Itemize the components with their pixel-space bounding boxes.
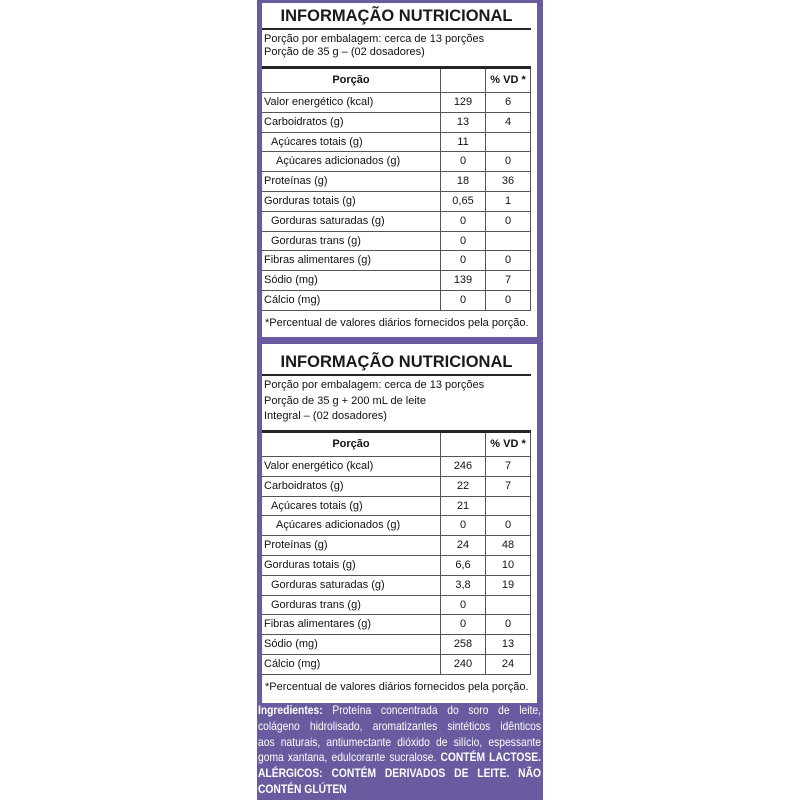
nutrient-daily-value: 0: [486, 251, 531, 270]
nutrient-label: Valor energético (kcal): [262, 93, 441, 112]
nutrient-label: Gorduras trans (g): [262, 232, 441, 251]
nutrient-label: Gorduras totais (g): [262, 556, 441, 575]
nutrient-amount: 0: [441, 152, 486, 171]
nutrient-daily-value: 7: [486, 271, 531, 290]
serving-info-line: Porção de 35 g + 200 mL de leite: [264, 394, 426, 407]
ingredients-text: Proteína concentrada do soro de leite,: [332, 703, 542, 717]
nutrient-daily-value: 0: [486, 212, 531, 231]
serving-info-line: Porção por embalagem: cerca de 13 porções: [264, 378, 485, 391]
nutrient-amount: 0: [441, 615, 486, 634]
nutrient-label: Sódio (mg): [262, 635, 441, 654]
nutrient-daily-value: 7: [486, 477, 531, 496]
ingredients-line: colágeno hidrolisado, aromatizantes sintéticos idênticos: [258, 718, 542, 733]
nutrient-label: Fibras alimentares (g): [262, 615, 441, 634]
header-daily-value: % VD *: [486, 433, 531, 456]
nutrient-amount: 129: [441, 93, 486, 112]
nutrient-amount: 240: [441, 655, 486, 674]
nutrient-amount: 258: [441, 635, 486, 654]
ingredients-line: [258, 750, 541, 766]
nutrient-row: [262, 477, 531, 497]
nutrient-amount: 0: [441, 596, 486, 615]
nutrient-daily-value: [486, 497, 531, 516]
nutrient-amount: 0: [441, 251, 486, 270]
table-title: INFORMAÇÃO NUTRICIONAL: [280, 7, 513, 25]
nutrient-amount: 0: [441, 516, 486, 535]
nutrient-daily-value: 1: [486, 192, 531, 211]
nutrient-row: [262, 251, 531, 271]
lactose-notice: CONTÉM LACTOSE.: [440, 750, 542, 765]
header-amount: [441, 433, 486, 456]
nutrient-row: [262, 232, 531, 252]
nutrient-amount: 22: [441, 477, 486, 496]
nutrient-label: Gorduras totais (g): [262, 192, 441, 211]
nutrient-row: [262, 556, 531, 576]
nutrient-row: [262, 655, 531, 675]
nutrient-amount: 0: [441, 212, 486, 231]
nutrient-amount: 11: [441, 133, 486, 152]
nutrient-label: Proteínas (g): [262, 172, 441, 191]
nutrient-daily-value: 24: [486, 655, 531, 674]
nutrient-label: Proteínas (g): [262, 536, 441, 555]
title-divider: [262, 374, 531, 376]
allergen-notice: CONTÉN GLÚTEN: [258, 781, 347, 796]
nutrient-amount: 21: [441, 497, 486, 516]
nutrient-label: Cálcio (mg): [262, 655, 441, 674]
nutrient-daily-value: 6: [486, 93, 531, 112]
ingredients-block: [258, 703, 541, 798]
nutrient-label: Gorduras trans (g): [262, 596, 441, 615]
nutrient-label: Cálcio (mg): [262, 291, 441, 310]
nutrition-table-per-serving: [262, 3, 537, 337]
nutrient-label: Valor energético (kcal): [262, 457, 441, 476]
nutrient-daily-value: 4: [486, 113, 531, 132]
nutrient-label: Gorduras saturadas (g): [262, 576, 441, 595]
nutrition-table-with-milk: [262, 344, 537, 703]
nutrient-row: [262, 93, 531, 113]
nutrient-row: [262, 576, 531, 596]
nutrient-row: [262, 291, 531, 311]
nutrient-amount: 6,6: [441, 556, 486, 575]
nutrient-row: [262, 172, 531, 192]
nutrient-label: Sódio (mg): [262, 271, 441, 290]
nutrient-table: [262, 433, 531, 675]
nutrient-daily-value: 36: [486, 172, 531, 191]
nutrient-label: Fibras alimentares (g): [262, 251, 441, 270]
header-portion: Porção: [262, 69, 441, 92]
nutrient-amount: 139: [441, 271, 486, 290]
ingredients-text: goma xantana, edulcorante sucralose.: [258, 750, 437, 765]
nutrient-row: [262, 536, 531, 556]
nutrient-row: [262, 113, 531, 133]
table-title: INFORMAÇÃO NUTRICIONAL: [280, 353, 513, 371]
nutrient-table: [262, 69, 531, 311]
nutrient-row: [262, 516, 531, 536]
nutrient-label: Carboidratos (g): [262, 477, 441, 496]
serving-info-line: Integral – (02 dosadores): [264, 409, 387, 422]
table-header-row: [262, 433, 531, 457]
nutrient-row: [262, 152, 531, 172]
nutrient-amount: 0: [441, 232, 486, 251]
ingredients-line: [258, 703, 541, 719]
header-portion: Porção: [262, 433, 441, 456]
ingredients-line: aos naturais, antiumectante dióxido de silício, espessante: [258, 734, 542, 749]
nutrient-amount: 24: [441, 536, 486, 555]
daily-value-footnote: *Percentual de valores diários fornecidos pela porção.: [265, 317, 529, 329]
serving-info-line: Porção por embalagem: cerca de 13 porções: [264, 33, 485, 45]
nutrient-daily-value: [486, 232, 531, 251]
nutrient-daily-value: 7: [486, 457, 531, 476]
nutrient-row: [262, 497, 531, 517]
nutrient-row: [262, 271, 531, 291]
nutrient-label: Carboidratos (g): [262, 113, 441, 132]
nutrient-row: [262, 596, 531, 616]
nutrient-row: [262, 457, 531, 477]
nutrient-daily-value: 13: [486, 635, 531, 654]
nutrient-daily-value: 10: [486, 556, 531, 575]
table-header-row: [262, 69, 531, 93]
nutrient-daily-value: 0: [486, 152, 531, 171]
title-divider: [262, 28, 531, 30]
nutrient-amount: 0: [441, 291, 486, 310]
header-daily-value: % VD *: [486, 69, 531, 92]
nutrient-daily-value: 0: [486, 516, 531, 535]
nutrient-daily-value: [486, 133, 531, 152]
nutrient-amount: 246: [441, 457, 486, 476]
nutrient-label: Açúcares adicionados (g): [262, 516, 441, 535]
nutrient-daily-value: 48: [486, 536, 531, 555]
nutrient-daily-value: 19: [486, 576, 531, 595]
nutrient-label: Açúcares adicionados (g): [262, 152, 441, 171]
nutrient-daily-value: 0: [486, 615, 531, 634]
nutrient-row: [262, 212, 531, 232]
nutrient-daily-value: [486, 596, 531, 615]
nutrient-row: [262, 615, 531, 635]
serving-info-line: Porção de 35 g – (02 dosadores): [264, 46, 425, 58]
nutrient-amount: 0,65: [441, 192, 486, 211]
nutrient-daily-value: 0: [486, 291, 531, 310]
daily-value-footnote: *Percentual de valores diários fornecidos pela porção.: [265, 681, 529, 693]
header-amount: [441, 69, 486, 92]
nutrient-label: Gorduras saturadas (g): [262, 212, 441, 231]
nutrient-amount: 3,8: [441, 576, 486, 595]
ingredients-label: Ingredientes:: [258, 703, 323, 717]
nutrient-amount: 13: [441, 113, 486, 132]
nutrient-row: [262, 133, 531, 153]
nutrient-amount: 18: [441, 172, 486, 191]
nutrient-label: Açúcares totais (g): [262, 133, 441, 152]
nutrient-row: [262, 192, 531, 212]
nutrient-row: [262, 635, 531, 655]
allergen-notice: ALÉRGICOS: CONTÉM DERIVADOS DE LEITE. NÃO: [258, 766, 542, 781]
nutrient-label: Açúcares totais (g): [262, 497, 441, 516]
